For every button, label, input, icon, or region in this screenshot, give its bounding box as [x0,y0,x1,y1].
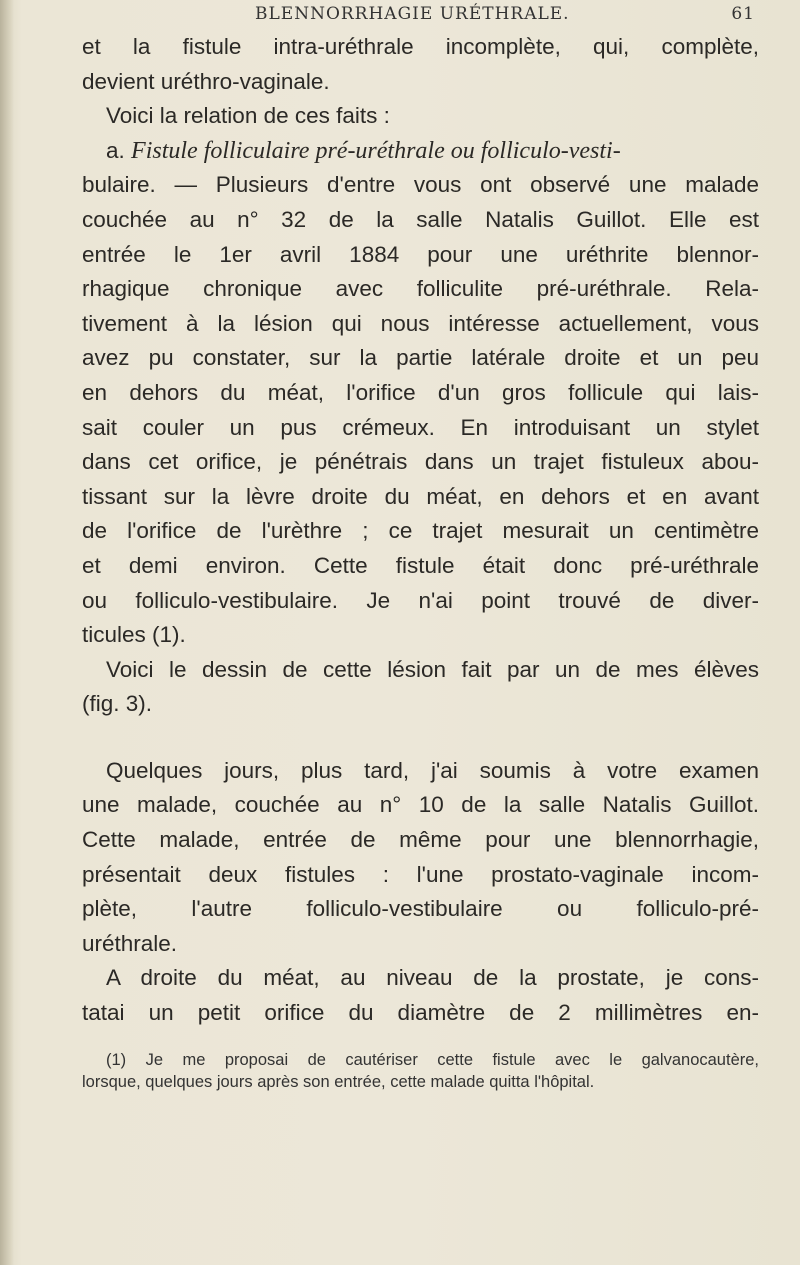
text-line: (fig. 3). [82,691,153,717]
text-line: présentait deux fistules : l'une prostato-vaginale incom- [82,861,759,887]
text-line: avez pu constater, sur la partie latérale droite et un peu [82,345,759,371]
text-line: en dehors du méat, l'orifice d'un gros follicule qui lais- [82,379,759,405]
text-line: entrée le 1er avril 1884 pour une uréthrite blennor- [82,241,759,267]
text-line: Voici le dessin de cette lésion fait par un de mes élèves [106,656,759,682]
text-line: et demi environ. Cette fistule était donc pré-uréthrale [82,552,759,578]
paragraph-gap [82,722,759,754]
text-line: tissant sur la lèvre droite du méat, en dehors et en avant [82,483,759,509]
text-line: ticules (1). [82,622,186,648]
page-number: 61 [731,4,755,24]
text-line: A droite du méat, au niveau de la prostate, je cons- [106,965,759,991]
text-line: Cette malade, entrée de même pour une blennorrhagie, [82,827,759,853]
text-line: sait couler un pus crémeux. En introduisant un stylet [82,414,759,440]
text-line: Quelques jours, plus tard, j'ai soumis à votre examen [106,757,759,783]
footnote [82,1049,759,1093]
text-line: devient uréthro-vaginale. [82,68,330,94]
running-title: BLENNORRHAGIE URÉTHRALE. [255,4,570,24]
text-line: bulaire. — Plusieurs d'entre vous ont observé une malade [82,172,759,198]
text-line: ou folliculo-vestibulaire. Je n'ai point trouvé de diver- [82,587,759,613]
heading-letter: a. [106,137,125,163]
text-line: uréthrale. [82,930,178,956]
page-binding-shadow [0,0,14,1265]
body-text [82,30,759,1031]
footnote-line: (1) Je me proposai de cautériser cette fistule avec le galvanocautère, [106,1051,759,1069]
text-line: dans cet orifice, je pénétrais dans un trajet fistuleux abou- [82,449,759,475]
text-line: tivement à la lésion qui nous intéresse actuellement, vous [82,310,759,336]
text-line: couchée au n° 32 de la salle Natalis Guillot. Elle est [82,206,759,232]
section-heading-a [82,134,759,169]
footnote-line: lorsque, quelques jours après son entrée, cette malade quitta l'hôpital. [82,1073,595,1091]
text-line: une malade, couchée au n° 10 de la salle Natalis Guillot. [82,792,759,818]
heading-title: Fistule folliculaire pré-uréthrale ou folliculo-vesti- [131,137,621,164]
text-line: rhagique chronique avec folliculite pré-uréthrale. Rela- [82,276,759,302]
text-line: et la fistule intra-uréthrale incomplète, qui, complète, [82,34,759,59]
text-line: plète, l'autre folliculo-vestibulaire ou folliculo-pré- [82,896,759,922]
text-line: Voici la relation de ces faits : [106,103,390,129]
text-line: tatai un petit orifice du diamètre de 2 millimètres en- [82,1000,759,1026]
text-line: de l'orifice de l'urèthre ; ce trajet mesurait un centimètre [82,518,759,544]
